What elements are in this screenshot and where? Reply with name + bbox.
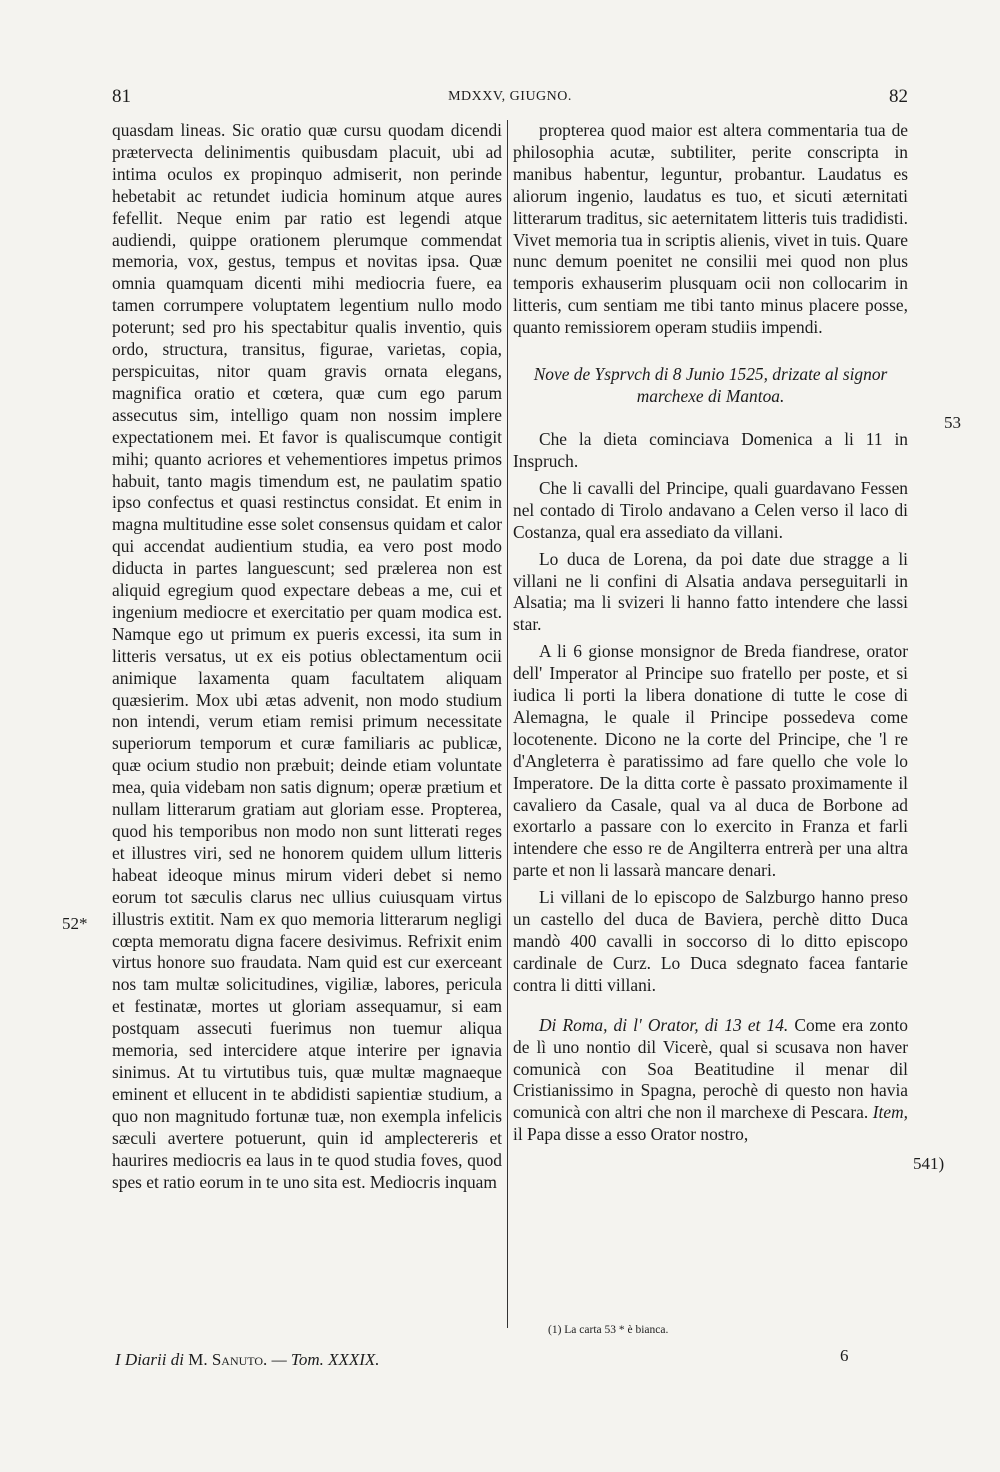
footer-author: M. Sanuto. [188, 1350, 268, 1369]
item-word: Item, [872, 1102, 908, 1123]
right-intro-paragraph: propterea quod maior est altera commentaria tua de philosophia acutæ, subtiliter, perite conscripta in manibus habentur, leguntur, probantur. Laudatus es aliorum ingenio, laudatus es tuo, et sicuti æternitati litterarum traditus, sic aeternitatem litteris tuis tradidisti. Vivet memoria tua in scriptis alienis, vivet in tuis. Quare nunc demum poenitet ne consilii mei quod non plus temporis exhauserim plusquam ocii non collocarim in litteris, cum sentiam me tibi tanto minus placere posse, quanto remissiorem operam studiis impendi. [513, 120, 908, 338]
left-column-text: quasdam lineas. Sic oratio quæ cursu quodam dicendi prætervecta delinimentis quibusdam placuit, ubi ad intima oculos ex propinquo admiserit, non perinde hebetabit ac retundet iudicia hominum atque aures fefellit. Neque enim par ratio est legendi atque audiendi, quippe orationem plerumque commendat memoria, vox, gestus, tempus et novitas ipsa. Quæ omnia quamquam dicenti mihi mediocria fuere, ea tamen corrumpere voluptatem legentium nullo modo poterunt; sed pro his spectabitur qualis inventio, quis ordo, structura, transitus, figurae, varietas, copia, perspicuitas, nitor quam gravis ornata elegans, magnifica oratio et cœtera, quæ cum ego parum assecutus sim, intelligo quam non nossim implere expectationem mei. Et favor is qualiscumque contigit mihi; quanto acriores et vehementiores impetus primos habuit, tanto magis timendum est, ne paulatim spatio ipso confectus et quasi restinctus considat. Et enim in magna multitudine esse solet consensus quidam et calor qui accendat audientium studia, ea vero post modo diducta in partes languescunt; sed prælerea non est aliquid egregium quod expectare debeas a me, cui et ingenium mediocre et exercitatio per quam modica est. Namque ego ut primum ex pueris excessi, ita sum in litteris versatus, ut ex eis potius oblectamentum ocii animique laxamenta quam facultatem aliquam quæsierim. Mox ubi ætas advenit, non modo studium non intendi, verum etiam remisi primum necessitate superiorum temporum et curæ familiaris ac publicæ, quæ ocium studio non præbuit; deinde etiam voluntate mea, quia videbam non satis dignum; operæ prætium et nullam litterarum gratiam aut gloriam esse. Propterea, quod his temporibus non modo non sunt litterati reges et illustres viri, sed ne honorem quidem ullum litteris habeat ideoque minus mirum videri debet si nemo eorum tot sæculis clarus nec ullius cuiusquam virtus illustris extitit. Nam ex quo memoria litterarum negligi cœpta memoratu digna facere desivimus. Refrixit enim virtus honore suo fraudata. Nam quid est cur exerceant nos tam multæ solicitudines, vigiliæ, labores, pericula et festinatæ, mortes ut gloriam assequamur, si eam postquam assecuti fuerimus non tuemur aliqua memoria, sed intercidere atque interire per ignavia sinimus. At tu virtutibus tuis, quæ multæ magnaeque eminent et ellucent in te abdidisti sapientiæ studium, a quo non magnitudo fortunæ tuæ, non exempla infelicis sæculi avertere potuerunt, quin id amplectereris et haurires mediocris ea laus in te quod studia foves, quod spes et ratio eorum in te uno sita est. Mediocris inquam [112, 120, 502, 1192]
footer-suffix: — Tom. XXXIX. [271, 1350, 380, 1369]
news-paragraph-2: Che li cavalli del Principe, quali guardavano Fessen nel contado di Tirolo andavano a Celen verso il laco di Costanza, qual era assediato da villani. [513, 477, 908, 542]
news-paragraph-3: Lo duca de Lorena, da poi date due stragge a li villani ne li confini di Alsatia andava perseguitarli in Alsatia; ma li svizeri li hanno fatto intendere che lassi star. [513, 548, 908, 635]
running-header [112, 86, 908, 110]
page-number-right: 82 [889, 86, 908, 107]
item-text: il Papa disse a esso Orator nostro, [513, 1124, 749, 1145]
footnote: (1) La carta 53 * è bianca. [548, 1324, 669, 1336]
running-title: MDXXV, GIUGNO. [448, 89, 572, 104]
news-paragraph-1: Che la dieta cominciava Domenica a li 11 in Inspruch. [513, 429, 908, 471]
page-number-left: 81 [112, 86, 131, 107]
column-divider [507, 120, 508, 1328]
margin-marker-53: 53 [944, 413, 961, 432]
section-title: Nove de Ysprvch di 8 Junio 1525, drizate al signor marchexe di Mantoa. [533, 364, 888, 407]
rome-heading: Di Roma, di l' Orator, di 13 et 14. [539, 1014, 789, 1035]
signature-mark: 6 [840, 1346, 849, 1365]
margin-marker-52: 52* [62, 914, 88, 933]
rome-paragraph [513, 1015, 908, 1146]
news-paragraph-4: A li 6 gionse monsignor de Breda fiandrese, orator dell' Imperator al Principe suo fratello per poste, et si iudica li porti la libera donatione di tutte le cose di Alemagna, le quale il Principe possedeva come locotenente. Dicono ne la corte del Principe, che 'l re d'Angleterra è paratissimo ad fare quello che vole lo Imperatore. De la ditta corte è passato proximamente il cavaliero da Casale, qual va al duca de Borbone ad exortarlo a passare con lo exercito in Franza et farli intendere che esso re de Angilterra entrerà per una altra parte et non li lassarà mancare denari. [513, 641, 908, 881]
left-column [112, 120, 502, 1193]
margin-marker-54: 541) [913, 1154, 945, 1173]
footer-prefix: I Diarii di [115, 1350, 184, 1369]
right-column [513, 120, 908, 1146]
news-paragraph-5: Li villani de lo episcopo de Salzburgo hanno preso un castello del duca de Baviera, perchè ditto Duca mandò 400 cavalli in soccorso di lo ditto episcopo cardinale de Curz. Lo Duca sdegnato facea fantarie contra li ditti villani. [513, 887, 908, 995]
rome-text: Come era zonto de lì uno nontio dil Vicerè, qual si scusava non haver comunicà con Soa Beatitudine il menar dil Cristianissimo in Spagna, perochè di questo non havia comunicà con altri che non il marchexe di Pescara. [513, 1014, 908, 1123]
footer-line [115, 1350, 380, 1370]
